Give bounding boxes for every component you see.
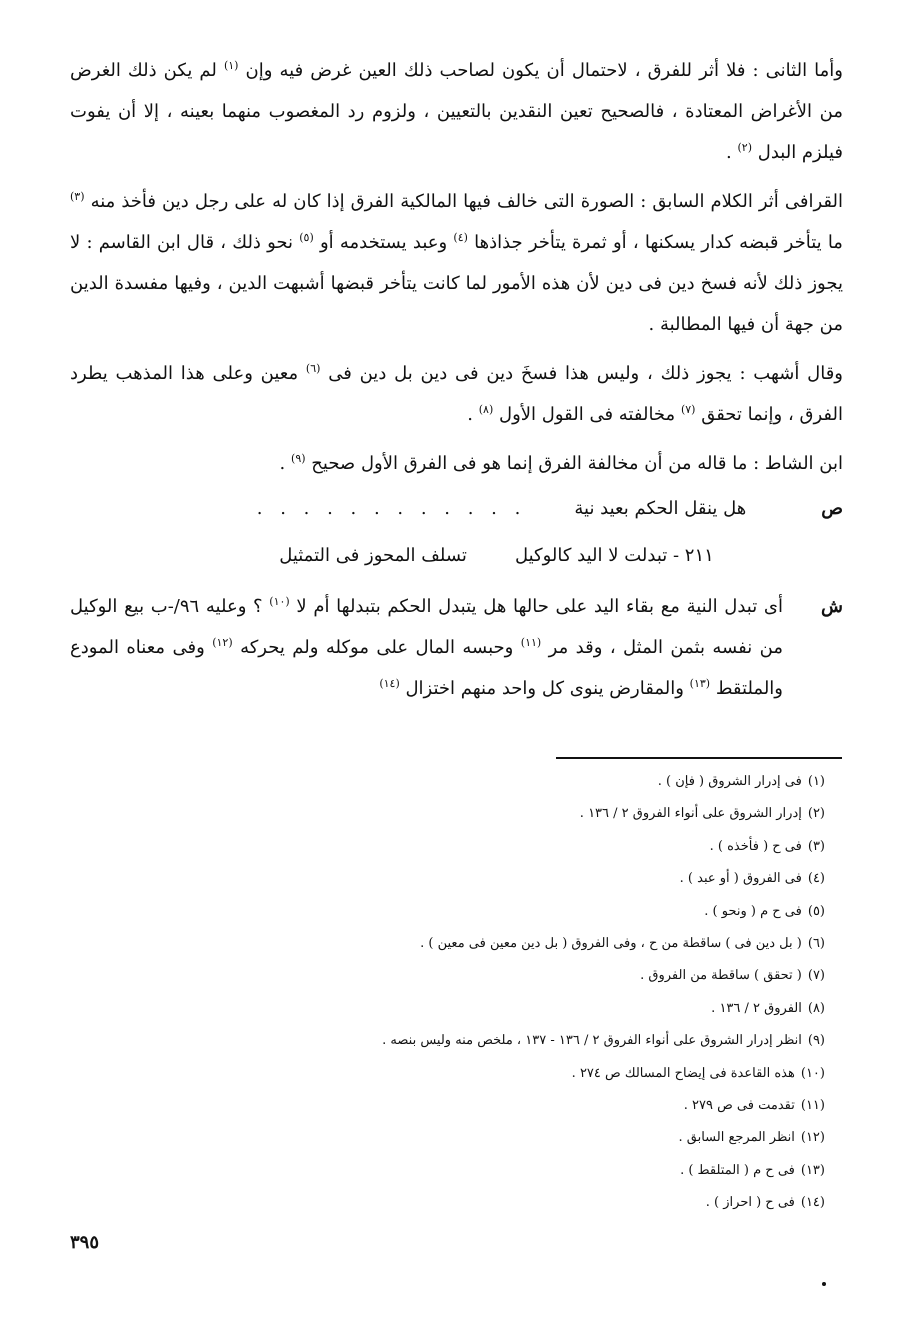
footnote [90,1122,825,1154]
paragraph-text: ما يتأخر قبضه كدار يسكنها ، أو ثمرة يتأخر جذاذها [474,232,843,253]
verse-line-1 [70,488,813,529]
footnote-ref-1: (١) [223,59,239,72]
paragraph-1 [70,50,843,173]
footnote-number: (١٠) [800,1065,825,1081]
footnote-ref-13: (١٣) [689,677,711,690]
footnote-number: (٧) [807,968,825,984]
paragraph-4 [70,443,843,484]
paragraph-text: وأما الثانى : فلا أثر للفرق ، لاحتمال أن يكون لصاحب ذلك العين غرض فيه وإن [245,60,843,81]
footnote [90,928,825,960]
commentary-marker: ش [821,596,843,617]
paragraph-text: وحبسه المال على موكله ولم يحركه [240,637,514,658]
footnote-ref-10: (١٠) [269,595,290,608]
footnote [90,766,825,798]
paragraph-text: أى تبدل النية مع بقاء اليد على حالها هل يتبدل الحكم بتبدلها أم لا [296,596,783,617]
footnote-number: (٦) [807,936,825,952]
verse-hemistich-1: هل ينقل الحكم بعيد نية [574,498,747,519]
footnote-ref-2: (٢) [737,141,753,154]
paragraph-text: وفى معناه المودع والملتقط [70,637,783,699]
footnote-number: (٣) [807,838,825,854]
footnote [90,993,825,1025]
footnote-text: هذه القاعدة فى إيضاح المسالك ص ٢٧٤ . [571,1065,795,1081]
footnote-number: (١١) [800,1098,825,1114]
paragraph-2 [70,181,843,345]
footnote-number: (٢) [807,806,825,822]
footnote-divider [556,757,842,759]
main-text-body [70,50,843,709]
paragraph-text: لم يكن ذلك الغرض من الأغراض المعتادة ، فالصحيح تعين النقدين بالتعيين ، ولزوم رد المغصوب منهما بعينه ، إلا أن يفوت فيلزم البدل [70,60,843,163]
page-number: ٣٩٥ [70,1232,100,1253]
footnote-text: فى ح م ( ونحو ) . [704,903,802,919]
footnote-ref-6: (٦) [305,362,321,375]
footnote-number: (٩) [807,1033,825,1049]
footnote [90,1058,825,1090]
footnote-text: ( بل دين فى ) ساقطة من ح ، وفى الفروق ( بل دين معين فى معين ) . [420,936,802,952]
footnote-ref-14: (١٤) [379,677,400,690]
verse-hemistich-2b: تسلف المحوز فى التمثيل [279,545,467,566]
footnote-text: انظر إدرار الشروق على أنواء الفروق ٢ / ١٣٦ - ١٣٧ ، ملخص منه وليس بنصه . [382,1033,802,1049]
footnote-number: (٨) [807,1000,825,1016]
print-dot-mark [822,1282,826,1286]
footnote-number: (١٢) [800,1130,825,1146]
paragraph-text: . [467,404,474,425]
footnote-number: (٥) [807,903,825,919]
footnote-ref-9: (٩) [291,452,306,465]
footnote-text: الفروق ٢ / ١٣٦ . [711,1000,802,1016]
footnote-text: انظر المرجع السابق . [678,1130,795,1146]
paragraph-text: ؟ وعليه ٩٦/-ب بيع الوكيل من نفسه بثمن المثل ، وقد مر [70,596,783,658]
verse-hemistich-2a: ٢١١ - تبدلت لا اليد كالوكيل [514,545,714,566]
footnote-text: فى ح م ( المتلقط ) . [680,1162,795,1178]
verse-line-2 [70,535,843,576]
footnote-ref-8: (٨) [478,403,494,416]
paragraph-text: القرافى أثر الكلام السابق : الصورة التى خالف فيها المالكية الفرق إذا كان له على رجل دين فأخذ منه [90,191,843,212]
footnote [90,1090,825,1122]
paragraph-text: معين وعلى هذا المذهب يطرد الفرق ، وإنما تحقق [70,363,843,425]
verse-row-1 [70,488,843,529]
footnote-ref-3: (٣) [70,190,85,203]
footnote-text: إدرار الشروق على أنواء الفروق ٢ / ١٣٦ . [579,806,802,822]
verse-marker: ص [821,498,843,519]
paragraph-3 [70,353,843,435]
footnote [90,863,825,895]
footnote [90,1187,825,1219]
commentary [70,586,843,709]
footnote [90,798,825,830]
paragraph-text: نحو ذلك ، قال ابن القاسم : لا يجوز ذلك لأنه فسخ دين فى دين لأن هذه الأمور لما كانت يتأخر قبضها أشبهت الدين ، وفيها مفسدة الدين من جهة أن فيها المطالبة . [70,232,843,335]
paragraph-text: . [279,453,286,474]
footnote-number: (١٤) [800,1195,825,1211]
footnote-ref-11: (١١) [520,636,542,649]
footnote-number: (٤) [807,871,825,887]
paragraph-text: مخالفته فى القول الأول [499,404,676,425]
paragraph-text: وعبد يستخدمه أو [319,232,448,253]
footnote-ref-7: (٧) [680,403,696,416]
footnote-text: ( تحقق ) ساقطة من الفروق . [640,968,802,984]
footnote-text: فى الفروق ( أو عبد ) . [679,871,802,887]
paragraph-text: والمقارض ينوى كل واحد منهم اختزال [405,678,684,699]
footnote-ref-4: (٤) [453,231,468,244]
footnote-number: (١٣) [800,1162,825,1178]
footnote [90,960,825,992]
paragraph-text: ابن الشاط : ما قاله من أن مخالفة الفرق إنما هو فى الفرق الأول صحيح [311,453,843,474]
paragraph-text: وقال أشهب : يجوز ذلك ، وليس هذا فسخَ دين فى دين بل دين فى [328,363,843,384]
commentary-text [70,586,783,709]
paragraph-text: . [726,142,732,163]
footnote-text: تقدمت فى ص ٢٧٩ . [683,1098,795,1114]
footnote [90,1155,825,1187]
footnote-text: فى ح ( فأخذه ) . [709,838,802,854]
verse-dots: . . . . . . . . . . . . [256,498,527,519]
footnote-ref-5: (٥) [299,231,314,244]
footnote-ref-12: (١٢) [212,636,233,649]
footnote [90,831,825,863]
footnote-text: فى ح ( احراز ) . [705,1195,795,1211]
footnotes [90,766,825,1220]
footnote [90,1025,825,1057]
footnote-number: (١) [807,774,825,789]
footnote [90,896,825,928]
footnote-text: فى إدرار الشروق ( فإن ) . [657,774,802,789]
